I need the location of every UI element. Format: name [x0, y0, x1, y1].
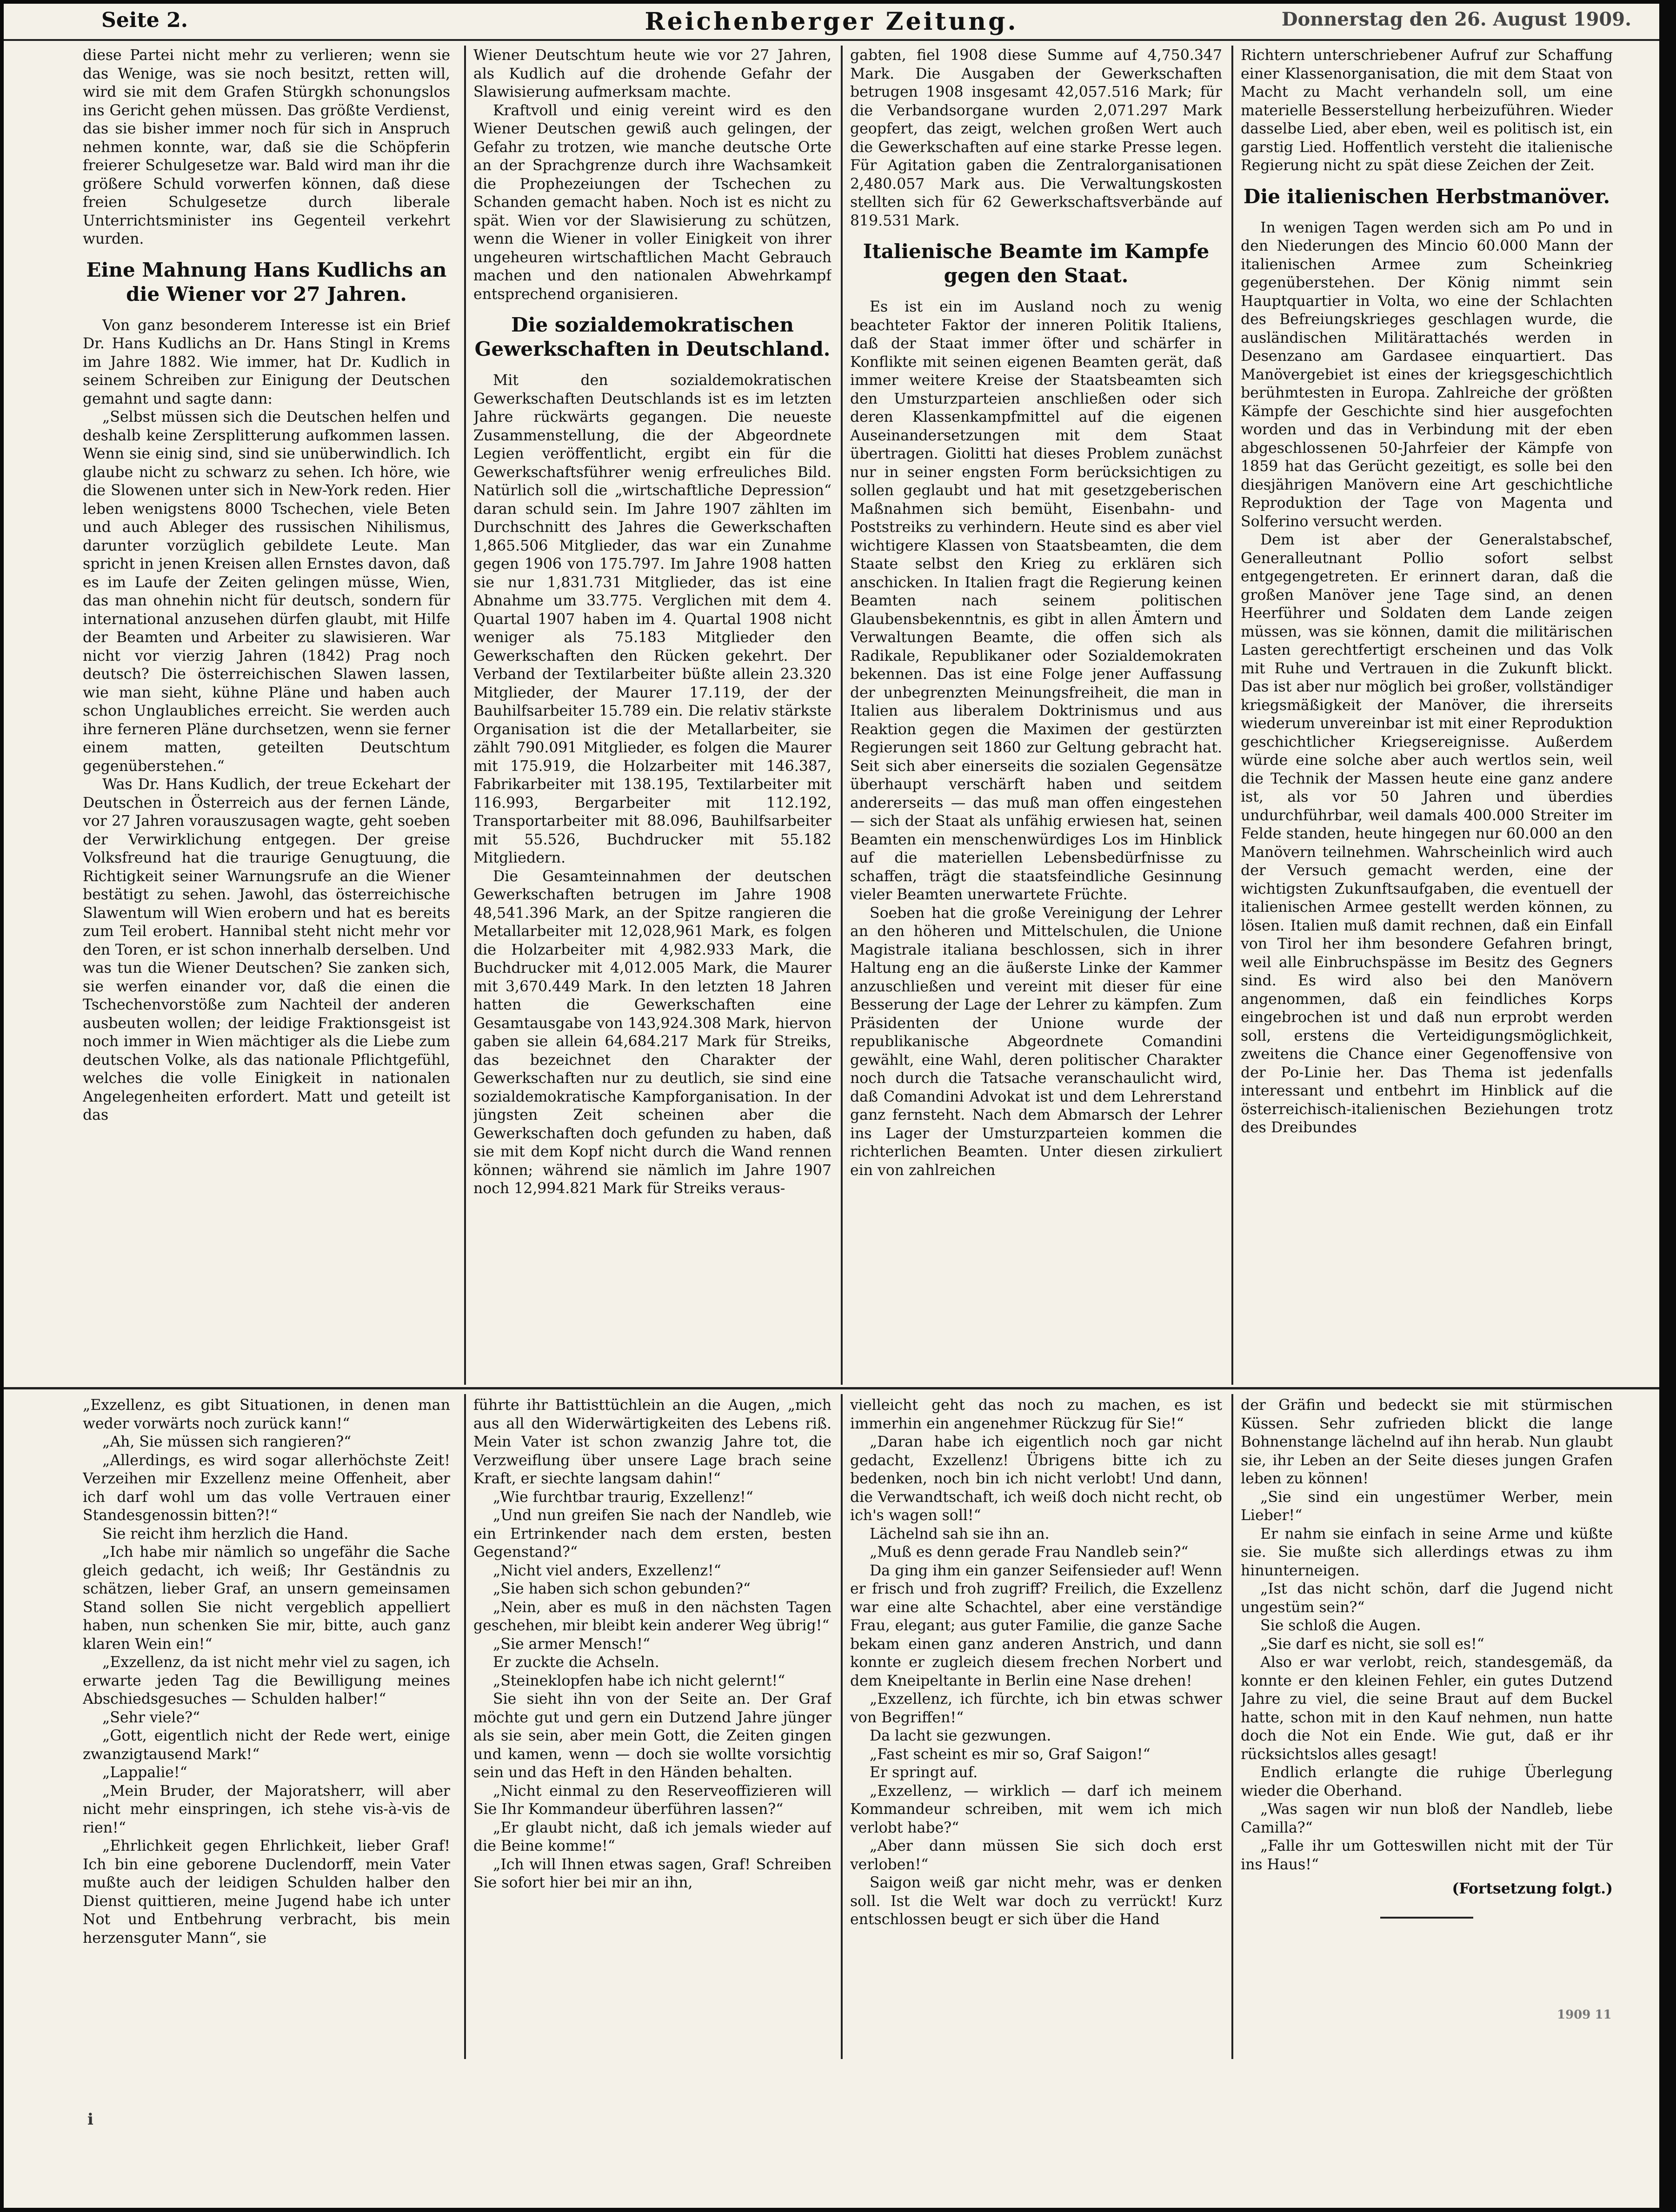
feuilleton-paragraph: „Nicht einmal zu den Reserveoffizieren will Sie Ihr Kommandeur überführen lassen?“ [473, 1782, 831, 1818]
newspaper-page [4, 4, 1659, 2208]
feuilleton-paragraph: Lächelnd sah sie ihn an. [870, 1525, 1050, 1542]
feuilleton-paragraph: „Exzellenz, es gibt Situationen, in denen man weder vorwärts noch zurück kann!“ [83, 1397, 450, 1432]
feuilleton-paragraph: „Fast scheint es mir so, Graf Saigon!“ [870, 1746, 1151, 1763]
article-paragraph: Soeben hat die große Vereinigung der Lehrer an den höheren und Mittelschulen, die Unione Magistrale italiana beschlossen, sich in ihrer Haltung eng an die äußerste Linke der Kammer anzuschließen und vereint mit dieser für eine Besserung der Lage der Lehrer zu kämpfen. Zum Präsidenten der Unione wurde der republikanische Abgeordnete Comandini gewählt, eine Wahl, deren politischer Charakter noch durch die Tatsache veranschaulicht wird, daß Comandini Advokat ist und dem Lehrerstand ganz fernsteht. Nach dem Abmarsch der Lehrer ins Lager der Umsturzparteien kommen die richterlichen Beamten. Unter diesen zirkuliert ein von zahlreichen [850, 904, 1222, 1179]
column-1 [83, 46, 450, 1381]
feuilleton-paragraph: „Sie sind ein ungestümer Werber, mein Lieber!“ [1241, 1488, 1613, 1524]
feuilleton-paragraph: „Exzellenz, ich fürchte, ich bin etwas schwer von Begriffen!“ [850, 1691, 1222, 1726]
feuilleton-paragraph: „Und nun greifen Sie nach der Nandleb, wie ein Ertrinkender nach dem ersten, besten Gegenstand?“ [473, 1507, 831, 1561]
feuilleton-paragraph: „Aber dann müssen Sie sich doch erst verloben!“ [850, 1838, 1222, 1873]
article-continuation: Wiener Deutschtum heute wie vor 27 Jahren, als Kudlich auf die drohende Gefahr der Slawisierung aufmerksam machte. [473, 47, 831, 100]
feuilleton-paragraph: Da ging ihm ein ganzer Seifensieder auf! Wenn er frisch und froh zugriff? Freilich, die Exzellenz war eine alte Schachtel, aber eine verständige Frau, elegant; aus guter Familie, die ganze Sache bekam einen ganz anderen Anstrich, und dann konnte er zugleich diesem frechen Norbert und dem Kneipeltante in Berlin eine Nase drehen! [850, 1562, 1222, 1689]
feuilleton-paragraph: „Falle ihr um Gotteswillen nicht mit der Tür ins Haus!“ [1241, 1838, 1613, 1873]
feuilleton-paragraph: vielleicht geht das noch zu machen, es ist immerhin ein angenehmer Rückzug für Sie!“ [850, 1397, 1222, 1432]
article-paragraph: „Selbst müssen sich die Deutschen helfen und deshalb keine Zersplitterung aufkommen lassen. Wenn sie einig sind, sind sie unüberwindlich. Ich glaube nicht zu schwarz zu sehen. Ich höre, wie die Slowenen unter sich in New-York reden. Hier leben wenigstens 8000 Tschechen, viele Beten und auch Ableger des russischen Nihilismus, darunter vorzüglich gebildete Leute. Man spricht in jenen Kreisen allen Ernstes davon, daß es im Laufe der Zeiten gelingen müsse, Wien, das man ohnehin nicht für deutsch, sondern für international anzusehen dürfen glaubt, mit Hilfe der Beamten und Arbeiter zu slawisieren. War nicht vor vierzig Jahren (1842) Prag noch deutsch? Die österreichischen Slawen lassen, wie man sieht, kühne Pläne und haben auch schon Unglaubliches erreicht. Sie werden auch ihre ferneren Pläne durchsetzen, wenn sie ferner einem matten, geteilten Deutschtum gegenüberstehen.“ [83, 409, 450, 775]
issue-date: Donnerstag den 26. August 1909. [1281, 8, 1631, 30]
article-paragraph: Die Gesamteinnahmen der deutschen Gewerkschaften betrugen im Jahre 1908 48,541.396 Mark, an der Spitze rangieren die Metallarbeiter mit 12,028,961 Mark, es folgen die Holzarbeiter mit 4,982.933 Mark, die Buchdrucker mit 4,012.005 Mark, die Maurer mit 3,670.449 Mark. In den letzten 18 Jahren hatten die Gewerkschaften eine Gesamtausgabe von 143,924.308 Mark, hiervon gaben sie allein 64,684.217 Mark für Streiks, das bezeichnet den Charakter der Gewerkschaften nur zu deutlich, sie sind eine sozialdemokratische Kampforganisation. In der jüngsten Zeit scheinen aber die Gewerkschaften doch gefunden zu haben, daß sie mit dem Kopf nicht durch die Wand rennen können; während sie nämlich im Jahre 1907 noch 12,994.821 Mark für Streiks veraus- [473, 868, 831, 1197]
article-heading: Eine Mahnung Hans Kudlichs an die Wiener vor 27 Jahren. [86, 258, 447, 306]
column-rule [1231, 1394, 1233, 2059]
feuilleton-paragraph: „Exzellenz, da ist nicht mehr viel zu sagen, ich erwarte jeden Tag die Bewilligung meines Abschiedsgesuches — Schulden halber!“ [83, 1654, 450, 1707]
feuilleton-paragraph: Endlich erlangte die ruhige Überlegung wieder die Oberhand. [1241, 1764, 1613, 1800]
feuilleton-paragraph: „Sie haben sich schon gebunden?“ [493, 1581, 751, 1597]
feuilleton-column-1 [83, 1396, 450, 2057]
feuilleton-paragraph: „Ehrlichkeit gegen Ehrlichkeit, lieber Graf! Ich bin eine geborene Duclendorff, mein Vater mußte auch der leidigen Schulden halber den Dienst quittieren, meine Jugend habe ich unter Not und Entbehrung verbracht, bis mein herzensguter Mann“, sie [83, 1838, 450, 1946]
article-continuation: Richtern unterschriebener Aufruf zur Schaffung einer Klassenorganisation, die mit dem Staat von Macht zu Macht verhandeln soll, um eine materielle Besserstellung herbeizuführen. Wieder dasselbe Lied, aber eben, weil es politisch ist, ein garstig Lied. Hoffentlich versteht die italienische Regierung nicht zu spät diese Zeichen der Zeit. [1241, 47, 1613, 174]
feuilleton-column-3 [850, 1396, 1222, 2057]
feuilleton-paragraph: Also er war verlobt, reich, standesgemäß, da konnte er den kleinen Fehler, ein gutes Dutzend Jahre zu viel, die seine Braut auf dem Buckel hatte, schon mit in den Kauf nehmen, nun hatte doch die Not ein Ende. Wie gut, daß er ihr rücksichtslos alles gesagt! [1241, 1654, 1613, 1763]
feuilleton-paragraph: „Allerdings, es wird sogar allerhöchste Zeit! Verzeihen mir Exzellenz meine Offenheit, aber ich darf wohl um das volle Vertrauen einer Standesgenossin bitten?!“ [83, 1452, 450, 1524]
article-heading: Italienische Beamte im Kampfe gegen den Staat. [863, 240, 1210, 287]
newspaper-title: Reichenberger Zeitung. [645, 7, 1018, 36]
margin-mark: 1909 11 [1557, 2008, 1612, 2022]
feuilleton-paragraph: „Steineklopfen habe ich nicht gelernt!“ [493, 1672, 785, 1689]
feuilleton-paragraph: „Mein Bruder, der Majoratsherr, will aber nicht mehr einspringen, ich stehe vis-à-vis de rien!“ [83, 1782, 450, 1836]
feuilleton-paragraph: „Ich habe mir nämlich so ungefähr die Sache gleich gedacht, ich weiß; Ihr Geständnis zu schätzen, lieber Graf, an unsern gemeinsamen Stand sollen Sie nicht vergeblich appelliert haben, nun schenken Sie mir, bitte, auch ganz klaren Wein ein!“ [83, 1544, 450, 1653]
feuilleton-paragraph: „Nein, aber es muß in den nächsten Tagen geschehen, mir bleibt kein anderer Weg übrig!“ [473, 1599, 831, 1634]
end-rule [1380, 1917, 1473, 1919]
feuilleton-paragraph: führte ihr Battisttüchlein an die Augen, „mich aus all den Widerwärtigkeiten des Lebens riß. Mein Vater ist schon zwanzig Jahre tot, die Verzweiflung über unsere Lage brach seine Kraft, er siechte langsam dahin!“ [473, 1397, 831, 1487]
feuilleton-paragraph: „Was sagen wir nun bloß der Nandleb, liebe Camilla?“ [1241, 1801, 1613, 1836]
feuilleton-paragraph: „Nicht viel anders, Exzellenz!“ [493, 1562, 721, 1579]
article-paragraph: Es ist ein im Ausland noch zu wenig beachteter Faktor der inneren Politik Italiens, daß der Staat immer öfter und schärfer in Konflikte mit seinen eigenen Beamten gerät, daß immer weitere Kreise der Staatsbeamten sich den Umsturzparteien anschließen oder sich deren Klassenkampfmittel auf die eigenen Auseinandersetzungen mit dem Staat übertragen. Giolitti hat dieses Problem zunächst nur in seiner engsten Form berücksichtigen zu sollen geglaubt und hat mit gesetzgeberischen Maßnahmen sich bemüht, Eisenbahn- und Poststreiks zu verhindern. Heute sind es aber viel wichtigere Klassen von Staatsbeamten, die dem Staate selbst den Krieg zu erklären sich anschicken. In Italien fragt die Regierung keinen Beamten nach seinem politischen Glaubensbekenntnis, es gibt in allen Ämtern und Verwaltungen Beamte, die offen sich als Radikale, Republikaner oder Sozialdemokraten bekennen. Das ist eine Folge jener Auffassung der unbegrenzten Meinungsfreiheit, die man in Italien aus liberalem Doktrinismus und aus Reaktion gegen die Maximen der gestürzten Regierungen seit 1860 zur Geltung gebracht hat. Seit sich aber einerseits die sozialen Gegensätze überhaupt verschärft haben und seitdem andererseits — das muß man offen eingestehen — sich der Staat als unfähig erwiesen hat, seinen Beamten ein menschenwürdiges Los im Hinblick auf die materiellen Lebensbedürfnisse zu schaffen, trägt die staatsfeindliche Gesinnung vieler Beamten unerwartete Früchte. [850, 299, 1222, 903]
feuilleton-paragraph: „Sehr viele?“ [102, 1709, 200, 1726]
feuilleton-paragraph: „Ich will Ihnen etwas sagen, Graf! Schreiben Sie sofort hier bei mir an ihn, [473, 1856, 831, 1891]
column-rule [464, 1394, 466, 2059]
article-paragraph: Dem ist aber der Generalstabschef, Generalleutnant Pollio sofort selbst entgegengetreten. Er erinnert daran, daß die großen Manöver jene Tage sind, an denen Heerführer und Soldaten dem Lande zeigen müssen, was sie können, damit die militärischen Lasten gerechtfertigt erscheinen und das Volk mit Ruhe und Vertrauen in die Zukunft blickt. Das ist aber nur möglich bei großer, vollständiger kriegsmäßigkeit der Manöver, die ihrerseits wiederum unvereinbar ist mit einer Reproduktion geschichtlicher Kriegsereignisse. Außerdem würde eine solche aber auch wertlos sein, weil die Technik der Massen heute eine ganz andere ist, als vor 50 Jahren und überdies undurchführbar, weil damals 400.000 Streiter im Felde standen, heute hingegen nur 60.000 an den Manövern teilnehmen. Wahrscheinlich wird auch der Versuch gemacht werden, eine der wichtigsten Zukunftsaufgaben, die eventuell der italienischen Armee gestellt werden können, zu lösen. Italien muß damit rechnen, daß ein Einfall von Tirol her ihm besondere Gefahren bringt, weil alle Einbruchspässe im Besitz des Gegners sind. Es wird also bei den Manövern angenommen, daß ein feindliches Korps eingebrochen ist und daß nun erprobt werden soll, erstens die Verteidigungsmöglichkeit, zweitens die Chance einer Gegenoffensive von der Po-Linie her. Das Thema ist jedenfalls interessant und entbehrt im Hinblick auf die österreichisch-italienischen Beziehungen trotz des Dreibundes [1241, 531, 1613, 1136]
article-paragraph: Kraftvoll und einig vereint wird es den Wiener Deutschen gewiß auch gelingen, der Gefahr zu trotzen, wie manche deutsche Orte an der Sprachgrenze durch ihre Wachsamkeit die Prophezeiungen der Tschechen zu Schanden gemacht haben. Noch ist es nicht zu spät. Wien vor der Slawisierung zu schützen, wenn die Wiener in voller Einigkeit von ihrer ungeheuren wirtschaftlichen Macht Gebrauch machen und den nationalen Abwehrkampf entsprechend organisieren. [473, 102, 831, 303]
article-continuation: gabten, fiel 1908 diese Summe auf 4,750.347 Mark. Die Ausgaben der Gewerkschaften betrugen 1908 insgesamt 42,057.516 Mark; für die Verbandsorgane wurden 2,071.297 Mark geopfert, das zeigt, welchen großen Wert auch die Gewerkschaften auf eine starke Presse legen. Für Agitation gaben die Zentralorganisationen 2,480.057 Mark aus. Die Verwaltungskosten stellten sich für 62 Gewerkschaftsverbände auf 819.531 Mark. [850, 47, 1222, 229]
article-paragraph: Mit den sozialdemokratischen Gewerkschaften Deutschlands ist es im letzten Jahre rückwärts gegangen. Die neueste Zusammenstellung, die der Abgeordnete Legien veröffentlicht, ergibt ein für die Gewerkschaftsführer wenig erfreuliches Bild. Natürlich soll die „wirtschaftliche Depression“ daran schuld sein. Im Jahre 1907 zählten im Durchschnitt des Jahres die Gewerkschaften 1,865.506 Mitglieder, das war ein Zunahme gegen 1906 von 175.797. Im Jahre 1908 hatten sie nur 1,831.731 Mitglieder, das ist eine Abnahme um 33.775. Verglichen mit dem 4. Quartal 1907 haben im 4. Quartal 1908 nicht weniger als 75.183 Mitglieder den Gewerkschaften den Rücken gekehrt. Der Verband der Textilarbeiter büßte allein 23.320 Mitglieder, der Maurer 17.119, der der Bauhilfsarbeiter 15.789 ein. Die relativ stärkste Organisation ist die der Metallarbeiter, sie zählt 790.091 Mitglieder, es folgen die Maurer mit 175.919, die Holzarbeiter mit 146.387, Fabrikarbeiter mit 138.195, Textilarbeiter mit 116.993, Bergarbeiter mit 112.192, Transportarbeiter mit 88.096, Bauhilfsarbeiter mit 55.526, Buchdrucker mit 55.182 Mitgliedern. [473, 372, 831, 866]
column-4 [1241, 46, 1613, 1381]
feuilleton-paragraph: Er springt auf. [870, 1764, 978, 1781]
feuilleton-paragraph: „Lappalie!“ [102, 1764, 187, 1781]
feuilleton-paragraph: der Gräfin und bedeckt sie mit stürmischen Küssen. Sehr zufrieden blickt die lange Bohnenstange lächelnd auf ihn herab. Nun glaubt sie, ihr Leben an der Seite dieses jungen Grafen leben zu können! [1241, 1397, 1613, 1487]
feuilleton-column-4 [1241, 1396, 1613, 2057]
column-rule [841, 46, 843, 1385]
article-paragraph: Von ganz besonderem Interesse ist ein Brief Dr. Hans Kudlichs an Dr. Hans Stingl in Krems im Jahre 1882. Wie immer, hat Dr. Kudlich in seinem Schreiben zur Einigung der Deutschen gemahnt und sagte dann: [83, 317, 450, 407]
feuilleton-paragraph: Er zuckte die Achseln. [493, 1654, 659, 1671]
article-continuation: diese Partei nicht mehr zu verlieren; wenn sie das Wenige, was sie noch besitzt, retten will, wird sie mit dem Grafen Stürgkh schonungslos ins Gericht gehen müssen. Das größte Verdienst, das sie bisher immer noch für sich in Anspruch nehmen konnte, war, daß sie die Schöpferin freierer Schulgesetze war. Bald wird man ihr die größere Schuld vorwerfen können, daß diese freien Schulgesetze durch liberale Unterrichtsminister ins Gegenteil verkehrt wurden. [83, 47, 450, 247]
feuilleton-divider [4, 1387, 1659, 1389]
feuilleton-paragraph: „Muß es denn gerade Frau Nandleb sein?“ [870, 1544, 1189, 1561]
margin-mark: i [87, 2110, 93, 2129]
feuilleton-paragraph: „Sie darf es nicht, sie soll es!“ [1260, 1635, 1484, 1653]
page-number: Seite 2. [101, 8, 188, 32]
continuation-note: (Fortsetzung folgt.) [1452, 1880, 1613, 1897]
feuilleton-paragraph: „Wie furchtbar traurig, Exzellenz!“ [493, 1488, 753, 1506]
feuilleton-paragraph: „Sie armer Mensch!“ [493, 1635, 651, 1653]
feuilleton-paragraph: „Ah, Sie müssen sich rangieren?“ [102, 1434, 352, 1450]
feuilleton-paragraph: Saigon weiß gar nicht mehr, was er denken soll. Ist die Welt war doch zu verrückt! Kurz entschlossen beugt er sich über die Hand [850, 1874, 1222, 1928]
feuilleton-paragraph: „Ist das nicht schön, darf die Jugend nicht ungestüm sein?“ [1241, 1581, 1613, 1616]
column-rule [841, 1394, 843, 2059]
column-rule [1231, 46, 1233, 1385]
feuilleton-paragraph: Sie sieht ihn von der Seite an. Der Graf möchte gut und gern ein Dutzend Jahre jünger als sie sein, aber mein Gott, die Zeiten gingen und kamen, wenn — doch sie wollte vorsichtig sein und das Heft in den Händen behalten. [473, 1691, 831, 1781]
feuilleton-paragraph: Da lacht sie gezwungen. [870, 1727, 1051, 1744]
article-paragraph: Was Dr. Hans Kudlich, der treue Eckehart der Deutschen in Österreich aus der fernen Lände, vor 27 Jahren vorauszusagen wagte, geht soeben der Verwirklichung entgegen. Der greise Volksfreund hat die traurige Genugtuung, die Richtigkeit seiner Warnungsrufe an die Wiener bestätigt zu sehen. Jawohl, das österreichische Slawentum will Wien erobern und hat es bereits zum Teil erobert. Hannibal steht nicht mehr vor den Toren, er ist schon innerhalb derselben. Und was tun die Wiener Deutschen? Sie zanken sich, sie werfen einander vor, daß die einen die Tschechenvorstöße zum Nachteil der anderen ausbeuten wollen; der leidige Fraktionsgeist ist noch immer in Wien mächtiger als die Liebe zum deutschen Volke, als das nationale Pflichtgefühl, welches die volle Einigkeit in nationalen Angelegenheiten erfordert. Matt und geteilt ist das [83, 776, 450, 1123]
feuilleton-paragraph: Sie reicht ihm herzlich die Hand. [102, 1525, 349, 1542]
feuilleton-column-2 [473, 1396, 831, 2057]
column-3 [850, 46, 1222, 1381]
article-paragraph: In wenigen Tagen werden sich am Po und in den Niederungen des Mincio 60.000 Mann der italienischen Armee zum Scheinkrieg gegenüberstehen. Der König nimmt sein Hauptquartier in Volta, wo eine der Schlachten des Befreiungskrieges geschlagen wurde, die ausländischen Militärattachés werden in Desenzano am Gardasee einquartiert. Das Manövergebiet ist eines der kriegsgeschichtlich berühmtesten in Europa. Zahlreiche der größten Kämpfe der Geschichte sind hier ausgefochten worden und das in Verbindung mit der eben abgeschlossenen 50-Jahrfeier der Kämpfe von 1859 hat das Gerücht gezeitigt, es solle bei den diesjährigen Manövern eine Art geschichtliche Reproduktion der Tage von Magenta und Solferino versucht werden. [1241, 219, 1613, 530]
feuilleton-paragraph: „Gott, eigentlich nicht der Rede wert, einige zwanzigtausend Mark!“ [83, 1727, 450, 1763]
page-header [4, 4, 1659, 41]
column-2 [473, 46, 831, 1381]
article-heading: Die italienischen Herbstmanöver. [1243, 185, 1610, 208]
feuilleton-paragraph: „Daran habe ich eigentlich noch gar nicht gedacht, Exzellenz! Übrigens bitte ich zu bedenken, noch bin ich nicht verlobt! Und dann, die Verwandtschaft, ich weiß doch nicht recht, ob ich's wagen soll!“ [850, 1434, 1222, 1524]
column-rule [464, 46, 466, 1385]
feuilleton-paragraph: „Exzellenz, — wirklich — darf ich meinem Kommandeur schreiben, mit wem ich mich verlobt habe?“ [850, 1782, 1222, 1836]
feuilleton-paragraph: „Er glaubt nicht, daß ich jemals wieder auf die Beine komme!“ [473, 1819, 831, 1854]
feuilleton-paragraph: Sie schloß die Augen. [1260, 1617, 1421, 1634]
article-heading: Die sozialdemokratischen Gewerkschaften in Deutschland. [474, 313, 831, 360]
feuilleton-paragraph: Er nahm sie einfach in seine Arme und küßte sie. Sie mußte sich allerdings etwas zu ihm hinunterneigen. [1241, 1525, 1613, 1579]
